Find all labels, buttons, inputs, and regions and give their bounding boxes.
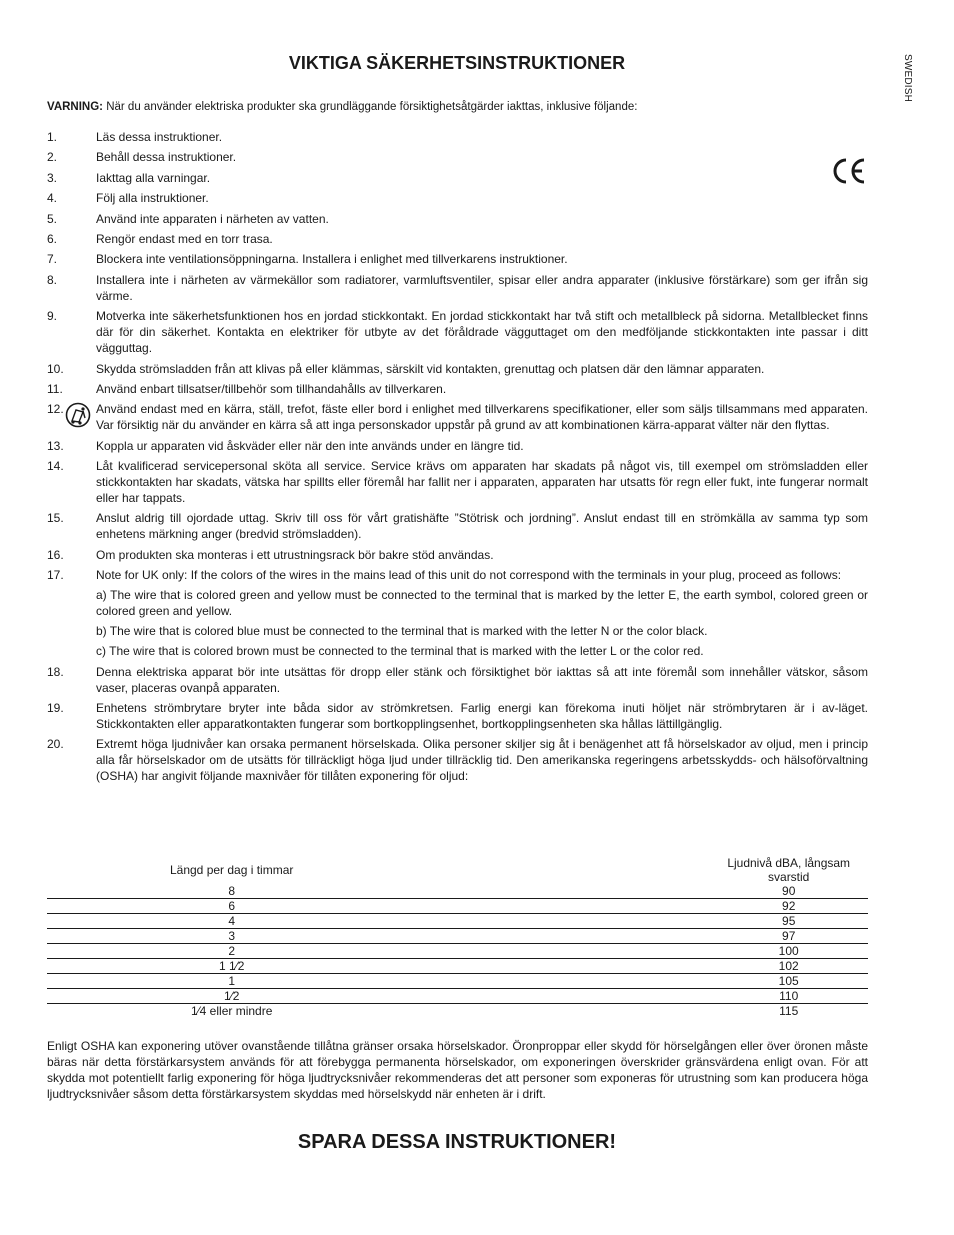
item-text: Note for UK only: If the colors of the wires in the mains lead of this unit do not correspond with the terminals in your plug, proceed as follows: <box>96 568 842 583</box>
table-row <box>47 959 868 974</box>
item-number: 16. <box>47 547 64 562</box>
level-cell: 105 <box>709 974 868 989</box>
duration-cell: 3 <box>47 929 709 944</box>
duration-cell: 2 <box>47 944 709 959</box>
list-item <box>47 272 868 304</box>
level-cell: 110 <box>709 989 868 1004</box>
item-number: 20. <box>47 737 64 752</box>
duration-cell: 1⁄2 <box>47 989 709 1004</box>
item-text: Koppla ur apparaten vid åskväder eller när den inte används under en längre tid. <box>96 438 524 453</box>
item-text: Behåll dessa instruktioner. <box>96 150 237 165</box>
item-number: 10. <box>47 361 64 376</box>
item-number: 8. <box>47 272 58 287</box>
warning-text: När du använder elektriska produkter ska grundläggande försiktighetsåtgärder iakttas, inklusive följande: <box>103 101 638 113</box>
list-item <box>47 567 868 659</box>
item-text: Använd endast med en kärra, ställ, trefot, fäste eller bord i enlighet med tillverkarens specifikationer, eller som säljs tillsammans med apparaten. Var försiktig när du använder en kärra så att inga personskador uppstår på grund av att kombinationen kärra-apparat välter när den flyttas. <box>96 402 868 433</box>
item-number: 19. <box>47 701 64 716</box>
level-cell: 102 <box>709 959 868 974</box>
item-text: Om produkten ska monteras i ett utrustningsrack bör bakre stöd användas. <box>96 547 494 562</box>
item-number: 11. <box>47 381 63 396</box>
item-text: Motverka inte säkerhetsfunktionen hos en jordad stickkontakt. En jordad stickkontakt har två stift och metallbleck på sidorna. Metallblecket finns där för din säkerhet. Kontakta en elektriker för utbyte av det föråldrade vägguttaget om den medföljande stickkontakten inte passar i ditt vägguttag. <box>96 309 868 356</box>
item-text: Iakttag alla varningar. <box>96 170 211 185</box>
list-item <box>47 664 868 696</box>
item-text: Läs dessa instruktioner. <box>96 130 223 144</box>
item-text: Anslut aldrig till ojordade uttag. Skriv till oss för vårt gratishäfte ”Stötrisk och jordning”. Anslut endast till en strömkälla av samma typ som enhetens märkning anger (bredvid strömsladden). <box>96 511 868 542</box>
item-text: Använd enbart tillsatser/tillbehör som tillhandahålls av tillverkaren. <box>96 381 447 396</box>
item-text: Extremt höga ljudnivåer kan orsaka permanent hörselskada. Olika personer skiljer sig åt i benägenhet att få hörselskador av oljud, men i princip alla får hörselskador om de utsätts för tillräckligt höga ljud under tillräcklig tid. Den amerikanska regeringens arbetsskydds- och hälsoförvaltning (OSHA) har angivit följande maxnivåer för tillåten exponering för oljud: <box>96 737 868 784</box>
item-text: Blockera inte ventilationsöppningarna. Installera i enlighet med tillverkarens instruktioner. <box>96 252 568 267</box>
list-item <box>47 510 868 542</box>
item-number: 6. <box>47 231 58 246</box>
item-number: 2. <box>47 150 58 165</box>
list-item <box>47 170 868 186</box>
instruction-list <box>47 129 868 789</box>
list-item <box>47 700 868 732</box>
table-row <box>47 899 868 914</box>
item-text: Denna elektriska apparat bör inte utsättas för dropp eller stänk och försiktighet bör iakttas så att inte föremål som innehåller vätskor, såsom vaser, placeras ovanpå apparaten. <box>96 664 868 695</box>
item-number: 7. <box>47 252 58 267</box>
level-cell: 90 <box>709 884 868 899</box>
item-text: Enhetens strömbrytare bryter inte båda sidor av strömkretsen. Farlig energi kan förekoma inuti höljet när strömbrytaren är i av-läget. Stickkontakten eller apparatkontakten fungerar som bortkopplingsenhet, bortkopplingsenheten ska hållas lättillgänglig. <box>96 701 868 732</box>
closing-heading: SPARA DESSA INSTRUKTIONER! <box>297 1131 617 1153</box>
list-item <box>47 547 868 563</box>
item-text: Skydda strömsladden från att klivas på eller klämmas, särskilt vid kontakten, grenuttag och platsen där den lämnar apparaten. <box>96 361 765 376</box>
table-row <box>47 884 868 899</box>
level-cell: 97 <box>709 929 868 944</box>
item-number: 18. <box>47 664 64 679</box>
table-row <box>47 929 868 944</box>
table-row <box>47 914 868 929</box>
header-level: Ljudnivå dBA, långsam svarstid <box>727 856 851 884</box>
duration-cell: 4 <box>47 914 709 929</box>
level-cell: 95 <box>709 914 868 929</box>
uk-subitem-b: b) The wire that is colored blue must be connected to the terminal that is marked with the letter N or the color black. <box>96 624 708 639</box>
duration-cell: 1⁄4 eller mindre <box>191 1004 273 1018</box>
list-item <box>47 438 868 454</box>
item-text: Rengör endast med en torr trasa. <box>96 231 273 246</box>
item-number: 17. <box>47 568 64 583</box>
table-row <box>47 974 868 989</box>
uk-subitem-a: a) The wire that is colored green and yellow must be connected to the terminal that is marked by the letter E, the earth symbol, colored green or colored green and yellow. <box>96 588 868 619</box>
level-cell: 115 <box>779 1004 799 1018</box>
list-item <box>47 190 868 206</box>
list-item <box>47 736 868 784</box>
cart-tipover-warning-icon <box>64 402 92 428</box>
level-cell: 100 <box>709 944 868 959</box>
duration-cell: 1 1⁄2 <box>47 959 709 974</box>
warning-paragraph <box>47 101 868 113</box>
table-row <box>47 989 868 1004</box>
list-item <box>47 129 868 145</box>
item-text: Följ alla instruktioner. <box>96 191 209 206</box>
table-row <box>47 944 868 959</box>
item-number: 3. <box>47 170 58 185</box>
item-number: 1. <box>47 130 58 144</box>
level-cell: 92 <box>709 899 868 914</box>
list-item <box>47 401 868 433</box>
list-item <box>47 381 868 397</box>
item-text: Installera inte i närheten av värmekällor som radiatorer, varmluftsventiler, spisar eller andra apparater (inklusive förstärkare) som ger ifrån sig värme. <box>96 272 868 303</box>
item-number: 14. <box>47 459 64 474</box>
table-header-row <box>47 856 868 884</box>
language-tab: SWEDISH <box>902 54 913 103</box>
list-item <box>47 458 868 506</box>
list-item <box>47 231 868 247</box>
item-number: 13. <box>47 438 64 453</box>
noise-exposure-table <box>47 856 868 1018</box>
list-item <box>47 149 868 165</box>
item-number: 12. <box>47 402 64 417</box>
item-number: 5. <box>47 211 58 226</box>
item-text: Använd inte apparaten i närheten av vatten. <box>96 211 329 226</box>
header-duration: Längd per dag i timmar <box>169 863 294 877</box>
duration-cell: 6 <box>47 899 709 914</box>
item-number: 9. <box>47 309 58 324</box>
page-title: VIKTIGA SÄKERHETSINSTRUKTIONER <box>288 53 626 73</box>
list-item <box>47 251 868 267</box>
duration-cell: 1 <box>47 974 709 989</box>
list-item <box>47 308 868 356</box>
table-row <box>47 1004 868 1019</box>
item-number: 15. <box>47 511 64 526</box>
item-text: Låt kvalificerad servicepersonal sköta all service. Service krävs om apparaten har skadats på något vis, till exempel om strömsladden eller stickkontakten har skadats, vätska har spillts eller föremål har fallit ner i apparaten, apparaten har utsatts för regn eller fukt, inte fungerar normalt eller har tappats. <box>96 459 868 506</box>
osha-note: Enligt OSHA kan exponering utöver ovanstående tillåtna gränser orsaka hörselskador. Öronproppar eller skydd för hörselgången eller över öronen måste bäras när detta förstärkarsystem används för att förebygga permanenta hörselskador, om exponeringen överskrider gränsvärdena enligt ovan. För att skydda mot potentiellt farlig exponering för höga ljudtrycksnivåer rekommenderas det att personer som exponeras för utrustning som kan producera höga ljudtrycksnivåer såsom detta förstärkarsystem skyddas med hörselskydd när enheten är i drift. <box>47 1039 868 1101</box>
warning-label: VARNING: <box>47 101 104 113</box>
duration-cell: 8 <box>47 884 709 899</box>
uk-subitem-c: c) The wire that is colored brown must be connected to the terminal that is marked with the letter L or the color red. <box>96 644 704 659</box>
list-item <box>47 361 868 377</box>
list-item <box>47 211 868 227</box>
item-number: 4. <box>47 191 58 206</box>
